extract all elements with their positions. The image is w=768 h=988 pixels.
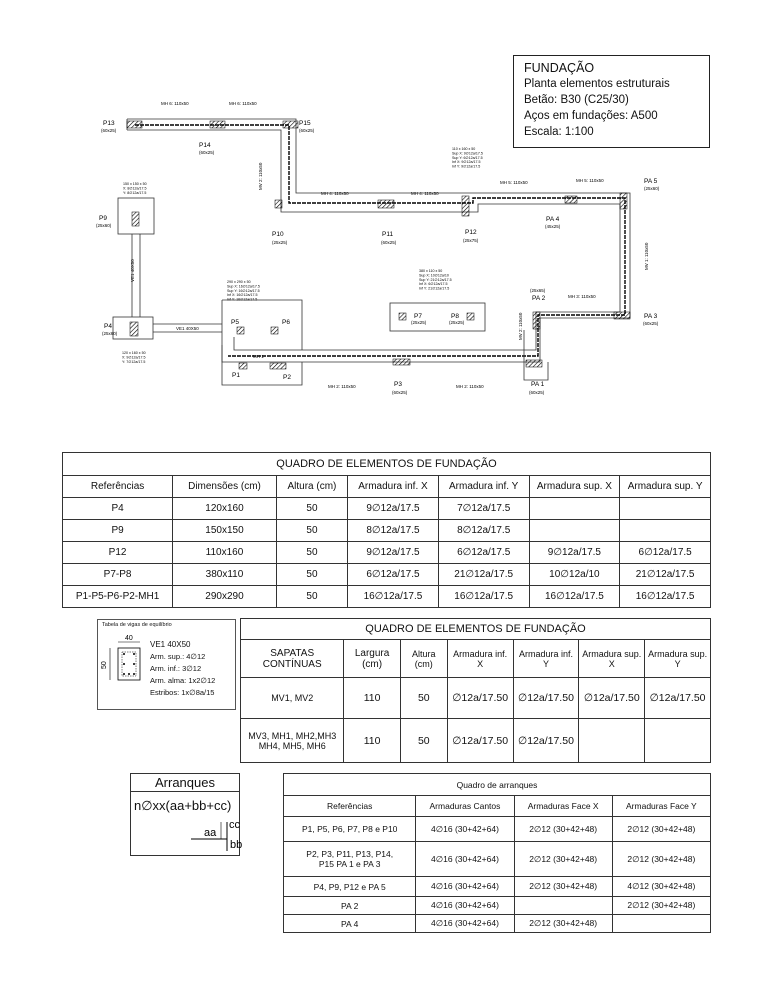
column-PA4 bbox=[565, 196, 577, 203]
table-row: P1, P5, P6, P7, P8 e P10 4∅16 (30+42+64) 2∅12 (30+42+48) 2∅12 (30+42+48) bbox=[284, 817, 711, 842]
label-P14: P14 bbox=[199, 142, 211, 149]
svg-text:(60x25): (60x25) bbox=[643, 321, 659, 326]
column-PA3 bbox=[614, 312, 630, 319]
drawing-subtitle: Planta elementos estruturais bbox=[524, 78, 670, 90]
svg-text:(25x25): (25x25) bbox=[411, 320, 427, 325]
table-row: P7-P8 380x110 50 6∅12a/17.5 21∅12a/17.5 10∅12a/10 21∅12a/17.5 bbox=[63, 564, 711, 586]
column-P13 bbox=[127, 121, 142, 128]
svg-text:(25x65): (25x65) bbox=[530, 288, 546, 293]
beam-width-dim: 40 bbox=[125, 635, 133, 642]
column-P10 bbox=[275, 200, 282, 208]
label-P4: P4 bbox=[104, 323, 112, 330]
steel-spec: Aços em fundações: A500 bbox=[524, 110, 658, 122]
table3-header: Armaduras Face Y bbox=[612, 796, 710, 817]
svg-text:MH 4: 110x50: MH 4: 110x50 bbox=[321, 191, 349, 196]
svg-text:110 x 160 x 50Sup X: 9∅12a/17.: 110 x 160 x 50 Sup X: 9∅12a/17.5 Sup Y: 6∅12a/17.5 Inf X: 9∅12a/17.5 Inf Y: 9∅12a/17.5 bbox=[452, 147, 483, 169]
label-P12: P12 bbox=[465, 229, 477, 236]
column-P12 bbox=[462, 196, 469, 216]
svg-text:150 x 150 x 50X: 8∅12a/17.5Y:: 150 x 150 x 50 X: 8∅12a/17.5 Y: 8∅12a/17.5 bbox=[123, 182, 147, 195]
beam-arm-sup: Arm. sup.: 4∅12 bbox=[150, 652, 206, 661]
svg-text:(45x25): (45x25) bbox=[545, 224, 561, 229]
beam-estribos: Estribos: 1x∅8a/15 bbox=[150, 688, 215, 697]
label-PA4: PA 4 bbox=[546, 216, 560, 223]
column-P1 bbox=[239, 363, 247, 369]
svg-text:MH 2: 110x50: MH 2: 110x50 bbox=[328, 384, 356, 389]
table3-header: Armaduras Cantos bbox=[416, 796, 514, 817]
table-row: PA 2 4∅16 (30+42+64) 2∅12 (30+42+48) bbox=[284, 897, 711, 915]
label-PA5: PA 5 bbox=[644, 178, 658, 185]
label-P1: P1 bbox=[232, 372, 240, 379]
drawing-scale: Escala: 1:100 bbox=[524, 126, 594, 138]
svg-text:(25x25): (25x25) bbox=[449, 320, 465, 325]
foundation-elements-table bbox=[62, 452, 711, 608]
table2-header: Altura (cm) bbox=[400, 640, 447, 678]
table2-header: SAPATAS CONTÍNUAS bbox=[241, 640, 344, 678]
svg-text:(60x25): (60x25) bbox=[529, 390, 545, 395]
beam-table-title: Tabela de vigas de equilíbrio bbox=[102, 622, 172, 628]
label-PA3: PA 3 bbox=[644, 313, 658, 320]
dim-cc: cc bbox=[229, 819, 240, 831]
svg-text:MH 6: 110x50: MH 6: 110x50 bbox=[229, 101, 257, 106]
label-P13: P13 bbox=[103, 120, 115, 127]
svg-text:120 x 160 x 50X: 9∅12a/17.5Y:: 120 x 160 x 50 X: 9∅12a/17.5 Y: 7∅12a/17.5 bbox=[122, 351, 146, 364]
dim-aa: aa bbox=[204, 827, 217, 839]
drawing-title: FUNDAÇÃO bbox=[524, 61, 595, 75]
column-P9 bbox=[132, 212, 139, 226]
svg-text:MH 1: MH 1 bbox=[253, 354, 264, 359]
svg-text:MH 5: 110x50: MH 5: 110x50 bbox=[500, 180, 528, 185]
column-PA5 bbox=[620, 193, 627, 209]
label-P11: P11 bbox=[382, 231, 394, 238]
svg-text:(25x25): (25x25) bbox=[272, 240, 288, 245]
beam-arm-alma: Arm. alma: 1x2∅12 bbox=[150, 676, 216, 685]
beam-arm-inf: Arm. inf.: 3∅12 bbox=[150, 664, 202, 673]
arranques-legend bbox=[130, 773, 243, 856]
table1-header: Referências bbox=[63, 476, 173, 498]
table-row: MV3, MH1, MH2,MH3 MH4, MH5, MH6 110 50 ∅12a/17.50 ∅12a/17.50 bbox=[241, 719, 711, 763]
table1-header: Dimensões (cm) bbox=[173, 476, 277, 498]
beam-section-drawing bbox=[98, 632, 148, 692]
svg-text:(60x25): (60x25) bbox=[199, 150, 215, 155]
arranques-table bbox=[283, 773, 711, 933]
svg-text:MV 1: 110x50: MV 1: 110x50 bbox=[644, 242, 649, 270]
svg-text:290 x 290 x 50Sup X: 16∅12a/17: 290 x 290 x 50 Sup X: 16∅12a/17.5 Sup Y: 16∅12a/17.5 Inf X: 16∅12a/17.5 Inf Y: 16∅12a/17.5 bbox=[227, 280, 260, 302]
label-P10: P10 bbox=[272, 231, 284, 238]
table1-header: Armadura sup. X bbox=[529, 476, 620, 498]
column-P4 bbox=[130, 322, 138, 336]
svg-text:(60x25): (60x25) bbox=[299, 128, 315, 133]
svg-text:MV 2: 110x50: MV 2: 110x50 bbox=[518, 312, 523, 340]
label-P9: P9 bbox=[99, 215, 107, 222]
arranques-formula: n∅xx(aa+bb+cc) bbox=[134, 798, 232, 813]
table-row: P12 110x160 50 9∅12a/17.5 6∅12a/17.5 9∅12a/17.5 6∅12a/17.5 bbox=[63, 542, 711, 564]
beam-table bbox=[97, 619, 236, 710]
plan-labels bbox=[96, 120, 660, 395]
column-P5 bbox=[237, 327, 244, 334]
table-row: P4, P9, P12 e PA 5 4∅16 (30+42+64) 2∅12 (30+42+48) 4∅12 (30+42+48) bbox=[284, 877, 711, 897]
column-P15 bbox=[283, 121, 298, 128]
continuous-footings-table bbox=[240, 618, 711, 763]
column-P11 bbox=[378, 200, 394, 208]
dim-bb: bb bbox=[230, 839, 243, 851]
svg-text:MH 6: 110x50: MH 6: 110x50 bbox=[161, 101, 189, 106]
table1-header: Altura (cm) bbox=[276, 476, 347, 498]
column-PA1 bbox=[526, 360, 542, 367]
label-P5: P5 bbox=[231, 319, 239, 326]
table1-header: Armadura inf. X bbox=[348, 476, 439, 498]
table2-header: Armadura sup. X bbox=[579, 640, 645, 678]
table3-caption: Quadro de arranques bbox=[284, 774, 711, 796]
label-P8: P8 bbox=[451, 313, 459, 320]
table2-caption: QUADRO DE ELEMENTOS DE FUNDAÇÃO bbox=[241, 619, 711, 640]
svg-text:(60x25): (60x25) bbox=[392, 390, 408, 395]
column-P2 bbox=[270, 363, 286, 369]
table1-caption: QUADRO DE ELEMENTOS DE FUNDAÇÃO bbox=[63, 453, 711, 476]
column-P3 bbox=[393, 359, 410, 365]
table-row: P4 120x160 50 9∅12a/17.5 7∅12a/17.5 bbox=[63, 498, 711, 520]
column-P8 bbox=[467, 313, 474, 320]
svg-text:(25x60): (25x60) bbox=[102, 331, 118, 336]
label-P2: P2 bbox=[283, 374, 291, 381]
foundation-plan bbox=[0, 0, 768, 420]
arranques-bar-sketch bbox=[131, 814, 243, 854]
label-PA2: PA 2 bbox=[532, 295, 546, 302]
svg-text:(25x60): (25x60) bbox=[96, 223, 112, 228]
table2-header: Armadura inf. X bbox=[447, 640, 513, 678]
column-P7 bbox=[399, 313, 406, 320]
label-P7: P7 bbox=[414, 313, 422, 320]
table3-header: Armaduras Face X bbox=[514, 796, 612, 817]
arranques-title: Arranques bbox=[131, 774, 239, 792]
table-row: MV1, MV2 110 50 ∅12a/17.50 ∅12a/17.50 ∅12a/17.50 ∅12a/17.50 bbox=[241, 678, 711, 719]
svg-text:MH 3: 110x50: MH 3: 110x50 bbox=[568, 294, 596, 299]
table3-header: Referências bbox=[284, 796, 416, 817]
svg-text:(60x25): (60x25) bbox=[101, 128, 117, 133]
beam-height-dim: 50 bbox=[101, 661, 108, 669]
svg-text:(25x60): (25x60) bbox=[644, 186, 660, 191]
svg-text:(60x25): (60x25) bbox=[381, 240, 397, 245]
svg-text:VE1 40X50: VE1 40X50 bbox=[176, 326, 199, 331]
svg-text:MH 2: 110x50: MH 2: 110x50 bbox=[456, 384, 484, 389]
table-row: P9 150x150 50 8∅12a/17.5 8∅12a/17.5 bbox=[63, 520, 711, 542]
beam-name: VE1 40X50 bbox=[150, 640, 191, 649]
svg-text:MH 5: 110x50: MH 5: 110x50 bbox=[576, 178, 604, 183]
table-row: P1-P5-P6-P2-MH1 290x290 50 16∅12a/17.5 16∅12a/17.5 16∅12a/17.5 16∅12a/17.5 bbox=[63, 586, 711, 608]
svg-text:MV 2: 110x50: MV 2: 110x50 bbox=[258, 162, 263, 190]
table2-header: Armadura inf. Y bbox=[513, 640, 579, 678]
label-P15: P15 bbox=[299, 120, 311, 127]
svg-text:380 x 110 x 50Sup X: 10∅12a/10: 380 x 110 x 50 Sup X: 10∅12a/10 Sup Y: 21∅12a/17.5 Inf X: 6∅12a/17.5 Inf Y: 21∅12a/17.5 bbox=[419, 269, 452, 291]
svg-text:VE1 40X50: VE1 40X50 bbox=[130, 259, 135, 282]
label-P6: P6 bbox=[282, 319, 290, 326]
label-PA1: PA 1 bbox=[531, 381, 545, 388]
table1-header: Armadura sup. Y bbox=[620, 476, 711, 498]
table1-header: Armadura inf. Y bbox=[438, 476, 529, 498]
table2-header: Armadura sup. Y bbox=[645, 640, 711, 678]
column-PA2 bbox=[533, 312, 540, 329]
svg-text:(25x75): (25x75) bbox=[463, 238, 479, 243]
strip-footings bbox=[113, 119, 630, 385]
table-row: PA 4 4∅16 (30+42+64) 2∅12 (30+42+48) bbox=[284, 915, 711, 933]
label-P3: P3 bbox=[394, 381, 402, 388]
table2-header: Largura (cm) bbox=[344, 640, 400, 678]
concrete-spec: Betão: B30 (C25/30) bbox=[524, 94, 629, 106]
table-row: P2, P3, P11, P13, P14, P15 PA 1 e PA 3 4∅16 (30+42+64) 2∅12 (30+42+48) 2∅12 (30+42+48) bbox=[284, 842, 711, 877]
svg-text:MH 4: 110x50: MH 4: 110x50 bbox=[411, 191, 439, 196]
column-P14 bbox=[210, 121, 225, 128]
column-P6 bbox=[271, 327, 278, 334]
